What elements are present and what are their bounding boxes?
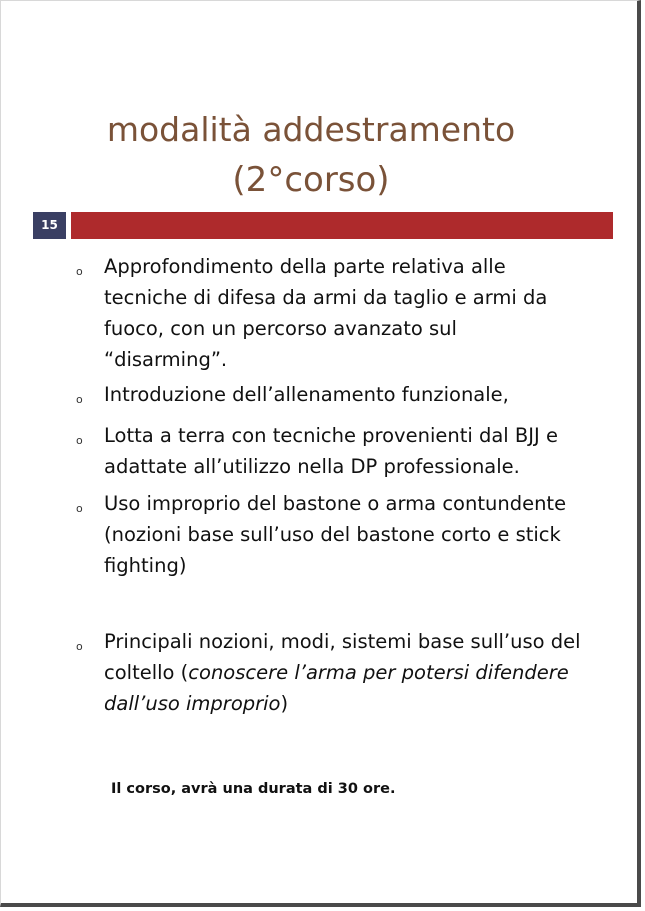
bullet-text: Introduzione dell’allenamento funzionale, — [104, 383, 509, 406]
course-duration-note: Il corso, avrà una durata di 30 ore. — [111, 781, 396, 797]
bullet-item-1 — [76, 251, 584, 375]
bullet-text: Uso improprio del bastone o arma contundente (nozioni base sull’uso del bastone corto e stick fighting) — [104, 492, 567, 577]
bullet-text: Approfondimento della parte relativa alle tecniche di difesa da armi da taglio e armi da fuoco, con un percorso avanzato sul “disarming”. — [104, 255, 548, 371]
bullet-item-3 — [76, 420, 584, 482]
bullet-marker: o — [76, 393, 83, 406]
bullet-marker: o — [76, 265, 83, 278]
bullet-text-closing: ) — [280, 692, 289, 715]
bullet-item-4 — [76, 488, 584, 581]
bullet-marker: o — [76, 640, 83, 653]
title-accent-bar — [71, 212, 613, 239]
bullet-item-5 — [76, 626, 584, 719]
slide-number-badge: 15 — [33, 212, 66, 239]
bullet-text: Lotta a terra con tecniche provenienti dal BJJ e adattate all’utilizzo nella DP professionale. — [104, 424, 558, 478]
bullet-text-italic: conoscere l’arma per potersi difendere dall’uso improprio — [104, 661, 569, 715]
slide-title-line-2: (2°corso) — [232, 160, 390, 200]
bullet-item-2 — [76, 379, 584, 410]
slide-title-line-1: modalità addestramento — [106, 110, 516, 149]
bullet-marker: o — [76, 434, 83, 447]
bullet-marker: o — [76, 502, 83, 515]
bullet-text-regular: Principali nozioni, modi, sistemi base sull’uso del coltello ( — [104, 630, 581, 684]
